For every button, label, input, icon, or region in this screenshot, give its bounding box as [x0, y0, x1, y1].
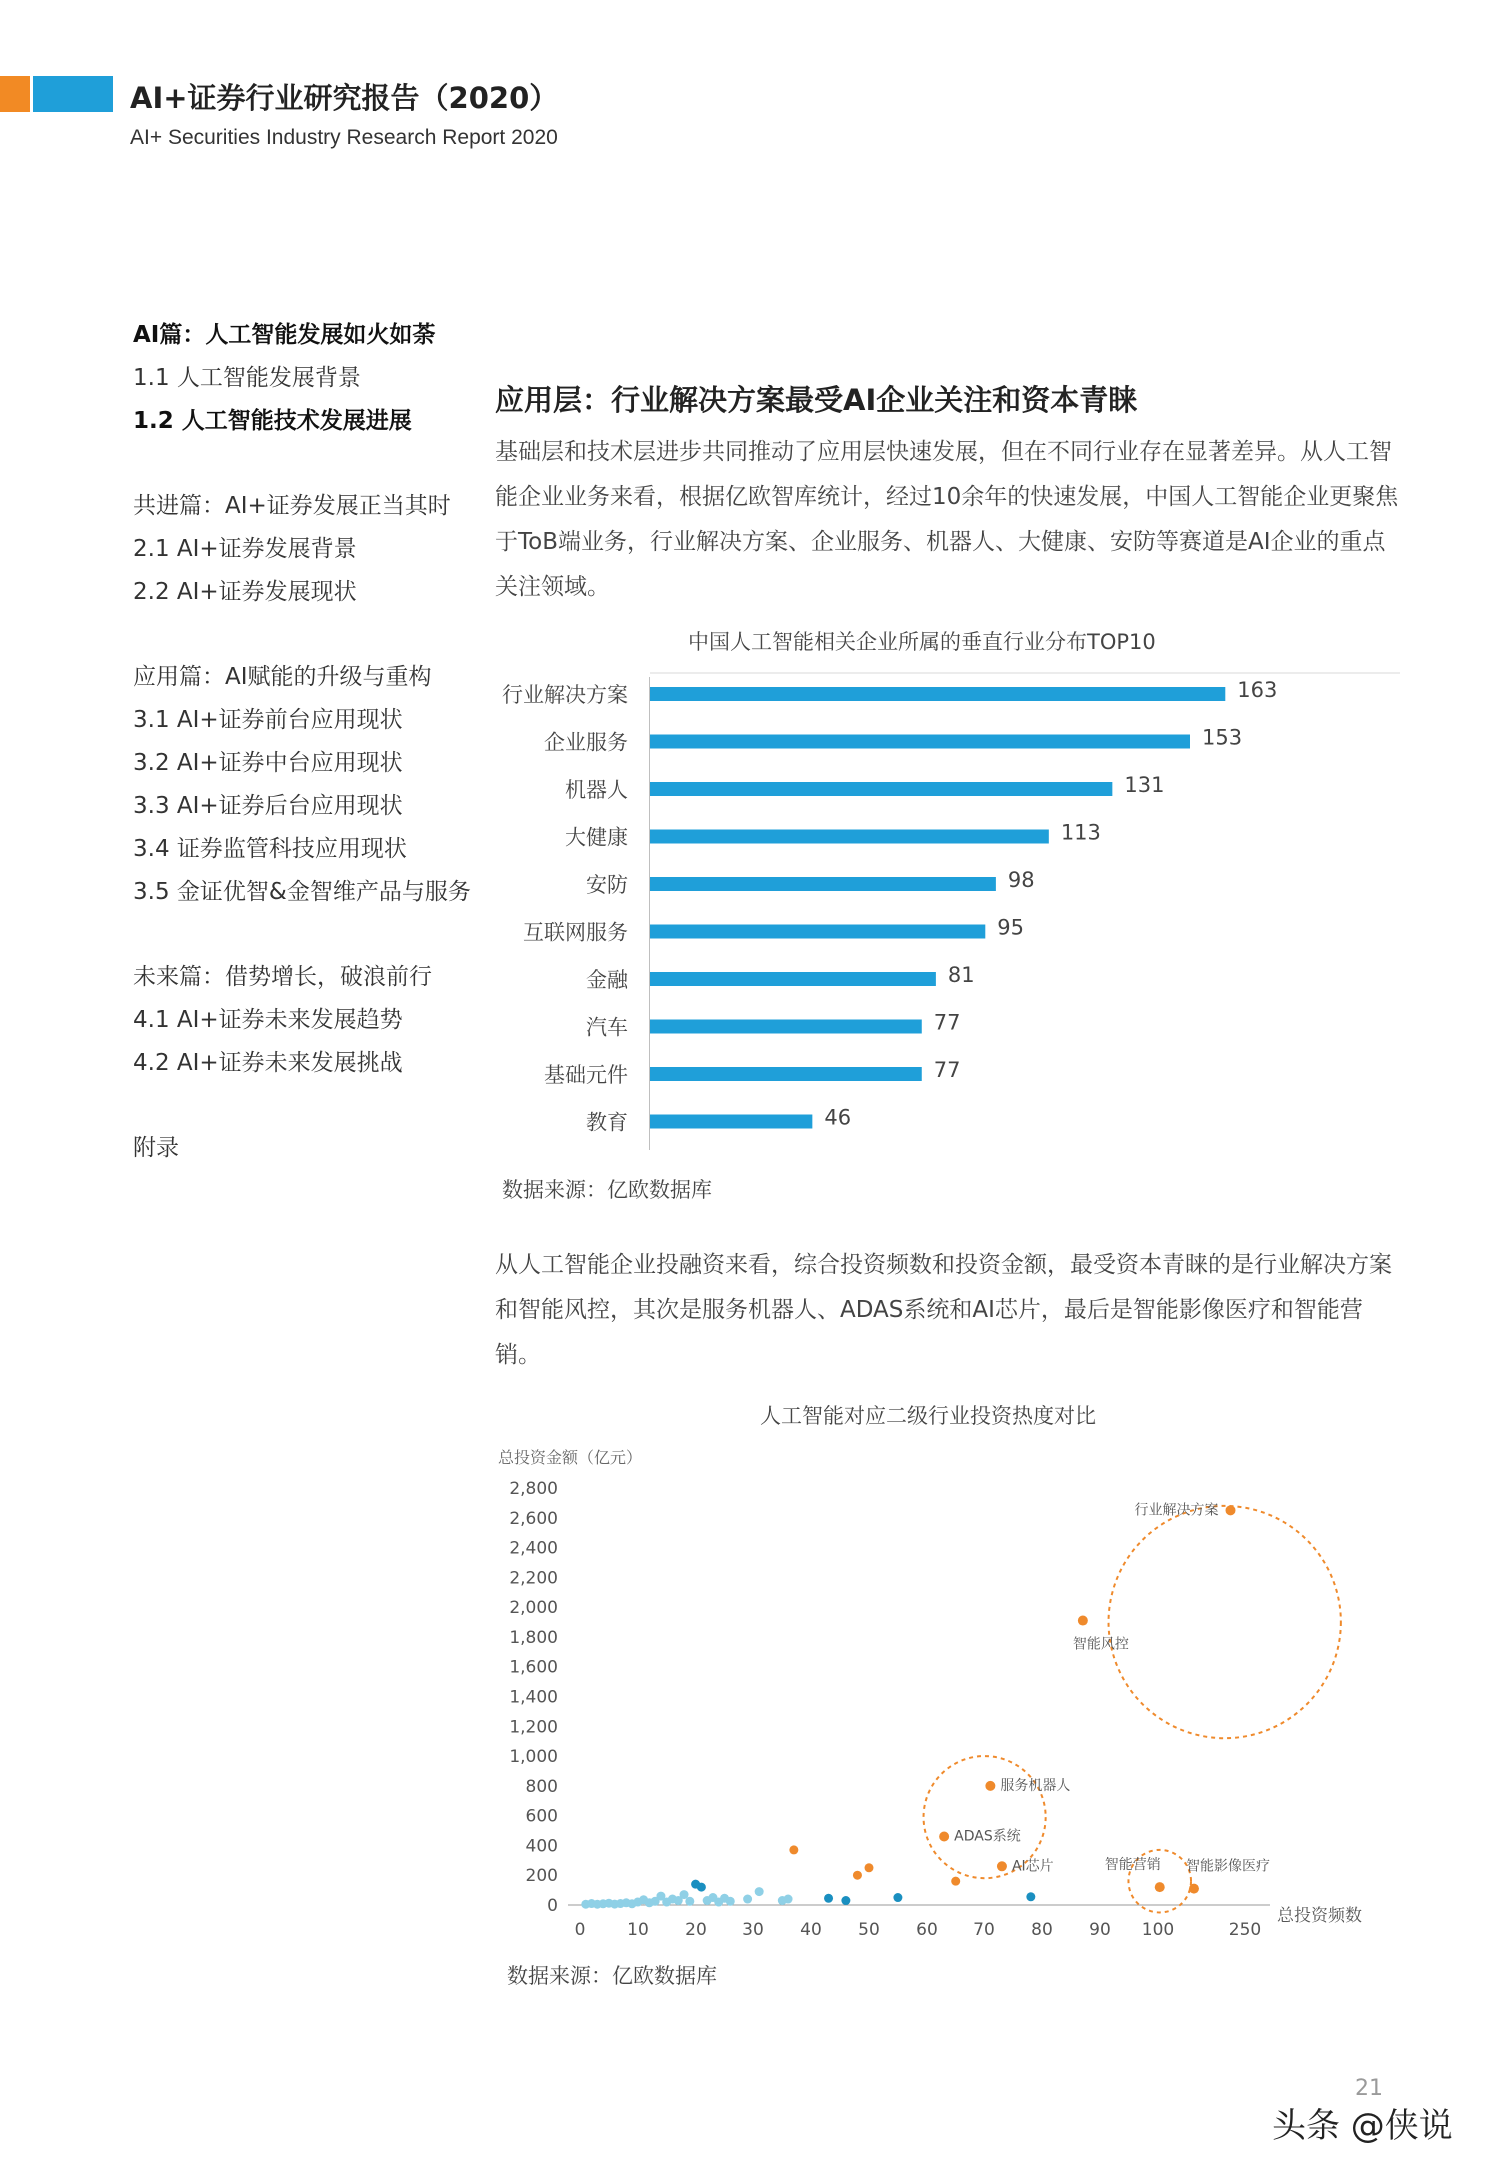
- bar-value-label: 81: [947, 963, 975, 987]
- bar: [650, 877, 996, 891]
- bar: [650, 735, 1190, 749]
- scatter-point: [743, 1895, 752, 1904]
- toc-item: AI篇：人工智能发展如火如荼: [133, 322, 436, 348]
- toc-spacer: [133, 614, 493, 656]
- toc-item: 应用篇：AI赋能的升级与重构: [133, 664, 432, 690]
- toc-item: 1.2 人工智能技术发展进展: [133, 408, 412, 434]
- toc-item: 2.1 AI+证券发展背景: [133, 536, 357, 562]
- scatter-point-highlight: [997, 1861, 1007, 1871]
- scatter-point-highlight: [1226, 1505, 1236, 1515]
- scatter-point: [789, 1845, 798, 1854]
- bar-category-label: 教育: [586, 1110, 628, 1135]
- scatter-y-tick-label: 1,800: [509, 1627, 558, 1648]
- bar-category-label: 互联网服务: [523, 920, 628, 945]
- highlight-circle: [1109, 1506, 1341, 1738]
- scatter-point-label: ADAS系统: [954, 1828, 1021, 1845]
- scatter-x-tick-label: 20: [685, 1920, 707, 1940]
- scatter-point: [824, 1894, 833, 1903]
- bar-category-label: 大健康: [565, 825, 628, 850]
- toc-item: 3.5 金证优智&金智维产品与服务: [133, 879, 471, 905]
- scatter-x-axis-label: 总投资频数: [1277, 1906, 1362, 1926]
- toc-item: 4.1 AI+证券未来发展趋势: [133, 1007, 403, 1033]
- header-accent-blue: [33, 76, 113, 112]
- scatter-point-highlight: [985, 1781, 995, 1791]
- scatter-y-tick-label: 1,000: [509, 1747, 558, 1768]
- scatter-point-label: 智能风控: [1072, 1636, 1129, 1653]
- table-of-contents: [133, 314, 493, 1170]
- scatter-y-tick-label: 2,200: [509, 1568, 558, 1589]
- scatter-x-tick-label: 0: [574, 1920, 586, 1940]
- scatter-point-label: 智能营销: [1104, 1857, 1161, 1874]
- toc-item: 3.3 AI+证券后台应用现状: [133, 793, 403, 819]
- scatter-point: [697, 1883, 706, 1892]
- section-title: 应用层：行业解决方案最受AI企业关注和资本青睐: [495, 383, 1138, 417]
- bar-chart: [480, 665, 1410, 1155]
- bar-value-label: 98: [1007, 868, 1035, 892]
- scatter-x-tick-label: 70: [973, 1920, 995, 1940]
- paragraph-intro: 基础层和技术层进步共同推动了应用层快速发展，但在不同行业存在显著差异。从人工智能企业业务来看，根据亿欧智库统计，经过10余年的快速发展，中国人工智能企业更聚焦于ToB端业务，行业解决方案、企业服务、机器人、大健康、安防等赛道是AI企业的重点关注领域。: [495, 439, 1399, 600]
- scatter-point: [726, 1897, 735, 1906]
- scatter-y-tick-label: 2,400: [509, 1538, 558, 1559]
- scatter-y-tick-label: 1,400: [509, 1687, 558, 1708]
- toc-spacer: [133, 443, 493, 485]
- scatter-point-highlight: [1189, 1884, 1199, 1894]
- bar-category-label: 基础元件: [544, 1063, 628, 1087]
- scatter-chart: [490, 1445, 1410, 1950]
- bar-value-label: 77: [933, 1058, 961, 1082]
- toc-spacer: [133, 1085, 493, 1127]
- toc-item: 共进篇：AI+证券发展正当其时: [133, 493, 451, 519]
- scatter-point-highlight: [1155, 1882, 1165, 1892]
- toc-item: 4.2 AI+证券未来发展挑战: [133, 1050, 403, 1076]
- scatter-chart-title: 人工智能对应二级行业投资热度对比: [760, 1404, 1096, 1428]
- scatter-x-tick-label: 30: [742, 1920, 764, 1940]
- scatter-x-tick-label: 90: [1089, 1920, 1111, 1940]
- scatter-y-tick-label: 1,600: [509, 1657, 558, 1678]
- bar: [650, 782, 1112, 796]
- scatter-point-label: 行业解决方案: [1134, 1502, 1219, 1519]
- scatter-y-tick-label: 800: [525, 1776, 558, 1797]
- scatter-point: [951, 1877, 960, 1886]
- bar-category-label: 机器人: [565, 778, 628, 802]
- bar-chart-title: 中国人工智能相关企业所属的垂直行业分布TOP10: [688, 630, 1156, 654]
- scatter-y-tick-label: 2,600: [509, 1508, 558, 1529]
- toc-item: 未来篇：借势增长，破浪前行: [133, 964, 432, 990]
- bar-value-label: 77: [933, 1010, 961, 1035]
- scatter-point: [685, 1897, 694, 1906]
- bar: [650, 1067, 922, 1081]
- scatter-x-tick-label: 10: [627, 1920, 649, 1940]
- scatter-point-label: 智能影像医疗: [1185, 1858, 1270, 1875]
- bar-chart-source: 数据来源：亿欧数据库: [502, 1178, 712, 1202]
- bar: [650, 1020, 922, 1034]
- scatter-point-highlight: [939, 1831, 949, 1841]
- scatter-y-tick-label: 600: [525, 1806, 558, 1827]
- bar-category-label: 金融: [586, 968, 628, 992]
- page-number: 21: [1355, 2076, 1383, 2101]
- toc-item: 3.4 证券监管科技应用现状: [133, 836, 407, 862]
- scatter-x-tick-label: 250: [1228, 1920, 1262, 1940]
- toc-item: 3.1 AI+证券前台应用现状: [133, 707, 403, 733]
- scatter-point: [1026, 1892, 1035, 1901]
- scatter-y-tick-label: 1,200: [509, 1717, 558, 1738]
- bar: [650, 1115, 812, 1129]
- bar: [650, 830, 1049, 844]
- scatter-point: [853, 1871, 862, 1880]
- scatter-point-highlight: [1078, 1616, 1088, 1626]
- scatter-y-tick-label: 200: [525, 1866, 558, 1887]
- scatter-x-tick-label: 60: [916, 1920, 938, 1940]
- scatter-point: [784, 1895, 793, 1904]
- bar-category-label: 汽车: [586, 1015, 628, 1040]
- bar-category-label: 企业服务: [544, 730, 628, 755]
- scatter-y-tick-label: 2,000: [509, 1598, 558, 1619]
- toc-item: 1.1 人工智能发展背景: [133, 365, 361, 391]
- toc-item: 2.2 AI+证券发展现状: [133, 579, 357, 605]
- report-title: AI+证券行业研究报告（2020）: [130, 81, 559, 115]
- report-subtitle: AI+ Securities Industry Research Report 2020: [130, 126, 558, 149]
- scatter-point-label: AI芯片: [1011, 1858, 1054, 1875]
- watermark-brand: 头条 @侠说: [1272, 2106, 1453, 2146]
- scatter-x-tick-label: 40: [800, 1920, 822, 1940]
- scatter-y-tick-label: 2,800: [509, 1479, 558, 1499]
- scatter-y-tick-label: 0: [547, 1896, 558, 1916]
- scatter-point-label: 服务机器人: [1000, 1777, 1071, 1794]
- paragraph-investment: 从人工智能企业投融资来看，综合投资频数和投资金额，最受资本青睐的是行业解决方案和智能风控，其次是服务机器人、ADAS系统和AI芯片，最后是智能影像医疗和智能营销。: [495, 1252, 1392, 1368]
- bar-value-label: 46: [824, 1105, 852, 1130]
- header-accent-orange: [0, 76, 30, 112]
- bar-value-label: 163: [1237, 678, 1278, 702]
- scatter-point: [865, 1863, 874, 1872]
- toc-item: 附录: [133, 1135, 179, 1161]
- scatter-x-tick-label: 100: [1141, 1920, 1175, 1940]
- bar-value-label: 95: [997, 915, 1025, 940]
- scatter-y-tick-label: 400: [525, 1836, 558, 1857]
- bar-category-label: 行业解决方案: [502, 683, 628, 707]
- scatter-x-tick-label: 80: [1031, 1920, 1053, 1940]
- bar-value-label: 113: [1060, 820, 1101, 845]
- toc-spacer: [133, 914, 493, 956]
- scatter-x-tick-label: 50: [858, 1920, 880, 1940]
- bar: [650, 972, 936, 986]
- scatter-chart-source: 数据来源：亿欧数据库: [507, 1964, 717, 1988]
- scatter-point: [755, 1887, 764, 1896]
- toc-item: 3.2 AI+证券中台应用现状: [133, 750, 403, 776]
- bar-value-label: 131: [1124, 773, 1165, 797]
- bar-category-label: 安防: [586, 873, 628, 897]
- scatter-point: [841, 1896, 850, 1905]
- scatter-y-axis-label: 总投资金额（亿元）: [498, 1448, 643, 1467]
- bar: [650, 925, 985, 939]
- scatter-point: [893, 1893, 902, 1902]
- bar-value-label: 153: [1202, 725, 1243, 750]
- bar: [650, 687, 1225, 701]
